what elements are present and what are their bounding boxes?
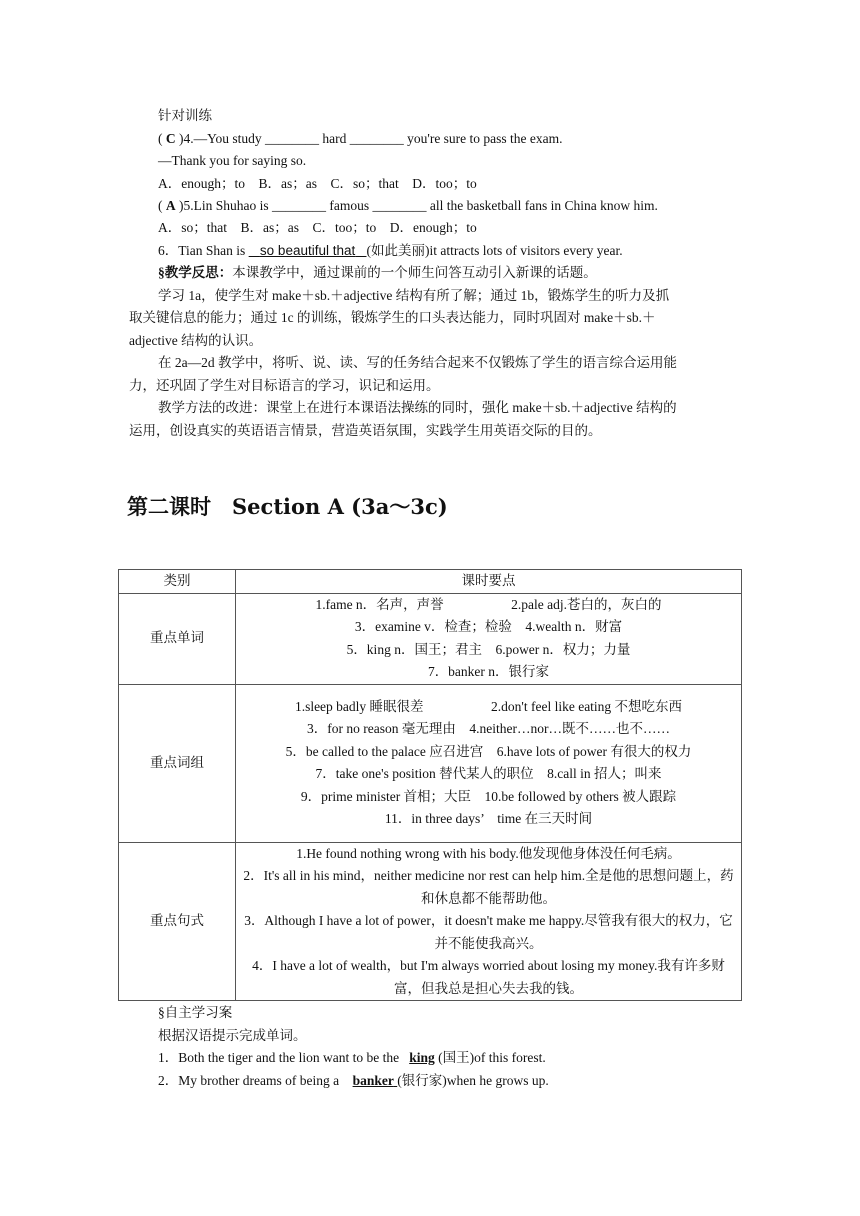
point-line: 3．examine v．检查；检验 4.wealth n．财富	[354, 619, 623, 634]
point-line: 4．I have a lot of wealth，but I'm always worried about losing my money.我有许多财富，但我总是担心失去我的钱。	[252, 958, 725, 996]
answer-6	[249, 243, 367, 258]
header-category: 类别	[119, 570, 236, 594]
point-line: 3．for no reason 毫无理由 4.neither…nor…既不……也不……	[307, 721, 670, 736]
question-6	[158, 242, 623, 260]
practice-heading: 针对训练	[158, 108, 212, 123]
header-points: 课时要点	[236, 570, 742, 594]
lesson-title: 第二课时 Section A (3a～3c)	[127, 494, 448, 519]
question-5: ( A )5.Lin Shuhao is ________ famous ________ all the basketball fans in China know him.	[158, 198, 658, 213]
reflection-intro-text: 本课教学中，通过课前的一个师生问答互动引入新课的话题。	[232, 265, 597, 280]
self-study-instruction: 根据汉语提示完成单词。	[158, 1028, 307, 1043]
row-category: 重点句式	[119, 842, 236, 1001]
self-study-q1	[158, 1049, 546, 1067]
row-category: 重点单词	[119, 593, 236, 684]
point-line: 1.He found nothing wrong with his body.他发现他身体没任何毛病。	[296, 845, 681, 861]
answer-5: A	[165, 198, 176, 213]
self-study-q1-answer: king	[409, 1050, 435, 1065]
question-6-pre: 6．Tian Shan is	[158, 243, 249, 258]
question-4-reply: —Thank you for saying so.	[158, 153, 307, 168]
question-5-stem: )5.Lin Shuhao is ________ famous ________ all the basketball fans in China know him.	[179, 198, 658, 213]
reflection-p1-line3: adjective 结构的认识。	[129, 333, 263, 348]
self-study-q2	[158, 1072, 549, 1090]
row-points	[236, 842, 742, 1001]
self-study-label: §自主学习案	[158, 1005, 233, 1020]
table-row	[119, 684, 742, 842]
question-6-post: (如此美丽)it attracts lots of visitors every year.	[366, 243, 623, 258]
question-4-options: A．enough；to B．as；as C．so；that D．too；to	[158, 176, 477, 191]
self-study-q2-answer-text: banker	[352, 1073, 394, 1088]
self-study-q1-post: (国王)of this forest.	[438, 1050, 546, 1065]
table-header-row	[119, 570, 742, 594]
point-line: 5．be called to the palace 应召进宫 6.have lots of power 有很大的权力	[285, 743, 692, 759]
point-line: 7．take one's position 替代某人的职位 8.call in 招人；叫来	[315, 766, 662, 781]
question-5-options: A．so；that B．as；as C．too；to D．enough；to	[158, 220, 477, 235]
point-line: 5．king n．国王；君主 6.power n．权力；力量	[346, 641, 631, 657]
point-line: 11．in three days’ time 在三天时间	[384, 811, 593, 826]
reflection-p1-line1: 学习 1a，使学生对 make＋sb.＋adjective 结构有所了解；通过 1b，锻炼学生的听力及抓	[158, 288, 670, 303]
key-points-table	[118, 569, 742, 1001]
self-study-q2-answer	[353, 1073, 398, 1088]
reflection-p2-line2: 力，还巩固了学生对目标语言的学习，识记和运用。	[129, 378, 440, 393]
point-line: 2．It's all in his mind，neither medicine nor rest can help him.全是他的思想问题上，药和休息都不能帮助他。	[243, 868, 734, 906]
question-4-stem: )4.—You study ________ hard ________ you're sure to pass the exam.	[179, 131, 563, 146]
point-line: 3．Although I have a lot of power，it doesn't make me happy.尽管我有很大的权力，它并不能使我高兴。	[244, 913, 733, 951]
answer-6-text: so beautiful that	[259, 243, 356, 258]
reflection-p1-line2: 取关键信息的能力；通过 1c 的训练，锻炼学生的口头表达能力，同时巩固对 make＋sb.＋	[129, 310, 656, 325]
reflection-intro	[158, 264, 597, 282]
point-line: 9．prime minister 首相；大臣 10.be followed by others 被人跟踪	[300, 788, 677, 804]
reflection-p2-line1: 在 2a—2d 教学中，将听、说、读、写的任务结合起来不仅锻炼了学生的语言综合运用能	[158, 355, 677, 370]
reflection-p3-line1: 教学方法的改进：课堂上在进行本课语法操练的同时，强化 make＋sb.＋adjective 结构的	[158, 400, 677, 415]
self-study-q2-post: (银行家)when he grows up.	[397, 1073, 549, 1088]
point-line: 1.fame n．名声，声誉 2.pale adj.苍白的，灰白的	[315, 596, 662, 612]
self-study-q1-pre: 1．Both the tiger and the lion want to be the	[158, 1050, 403, 1065]
table-row	[119, 593, 742, 684]
self-study-q2-pre: 2．My brother dreams of being a	[158, 1073, 343, 1088]
row-points	[236, 684, 742, 842]
reflection-p3-line2: 运用，创设真实的英语语言情景，营造英语氛围，实践学生用英语交际的目的。	[129, 423, 602, 438]
row-points	[236, 593, 742, 684]
table-row	[119, 842, 742, 1001]
reflection-label: §教学反思：	[158, 265, 233, 280]
point-line: 1.sleep badly 睡眠很差 2.don't feel like eating 不想吃东西	[294, 698, 683, 714]
point-line: 7．banker n．银行家	[427, 664, 550, 679]
answer-4: C	[165, 131, 176, 146]
question-4: ( C )4.—You study ________ hard ________ you're sure to pass the exam.	[158, 131, 563, 146]
row-category: 重点词组	[119, 684, 236, 842]
